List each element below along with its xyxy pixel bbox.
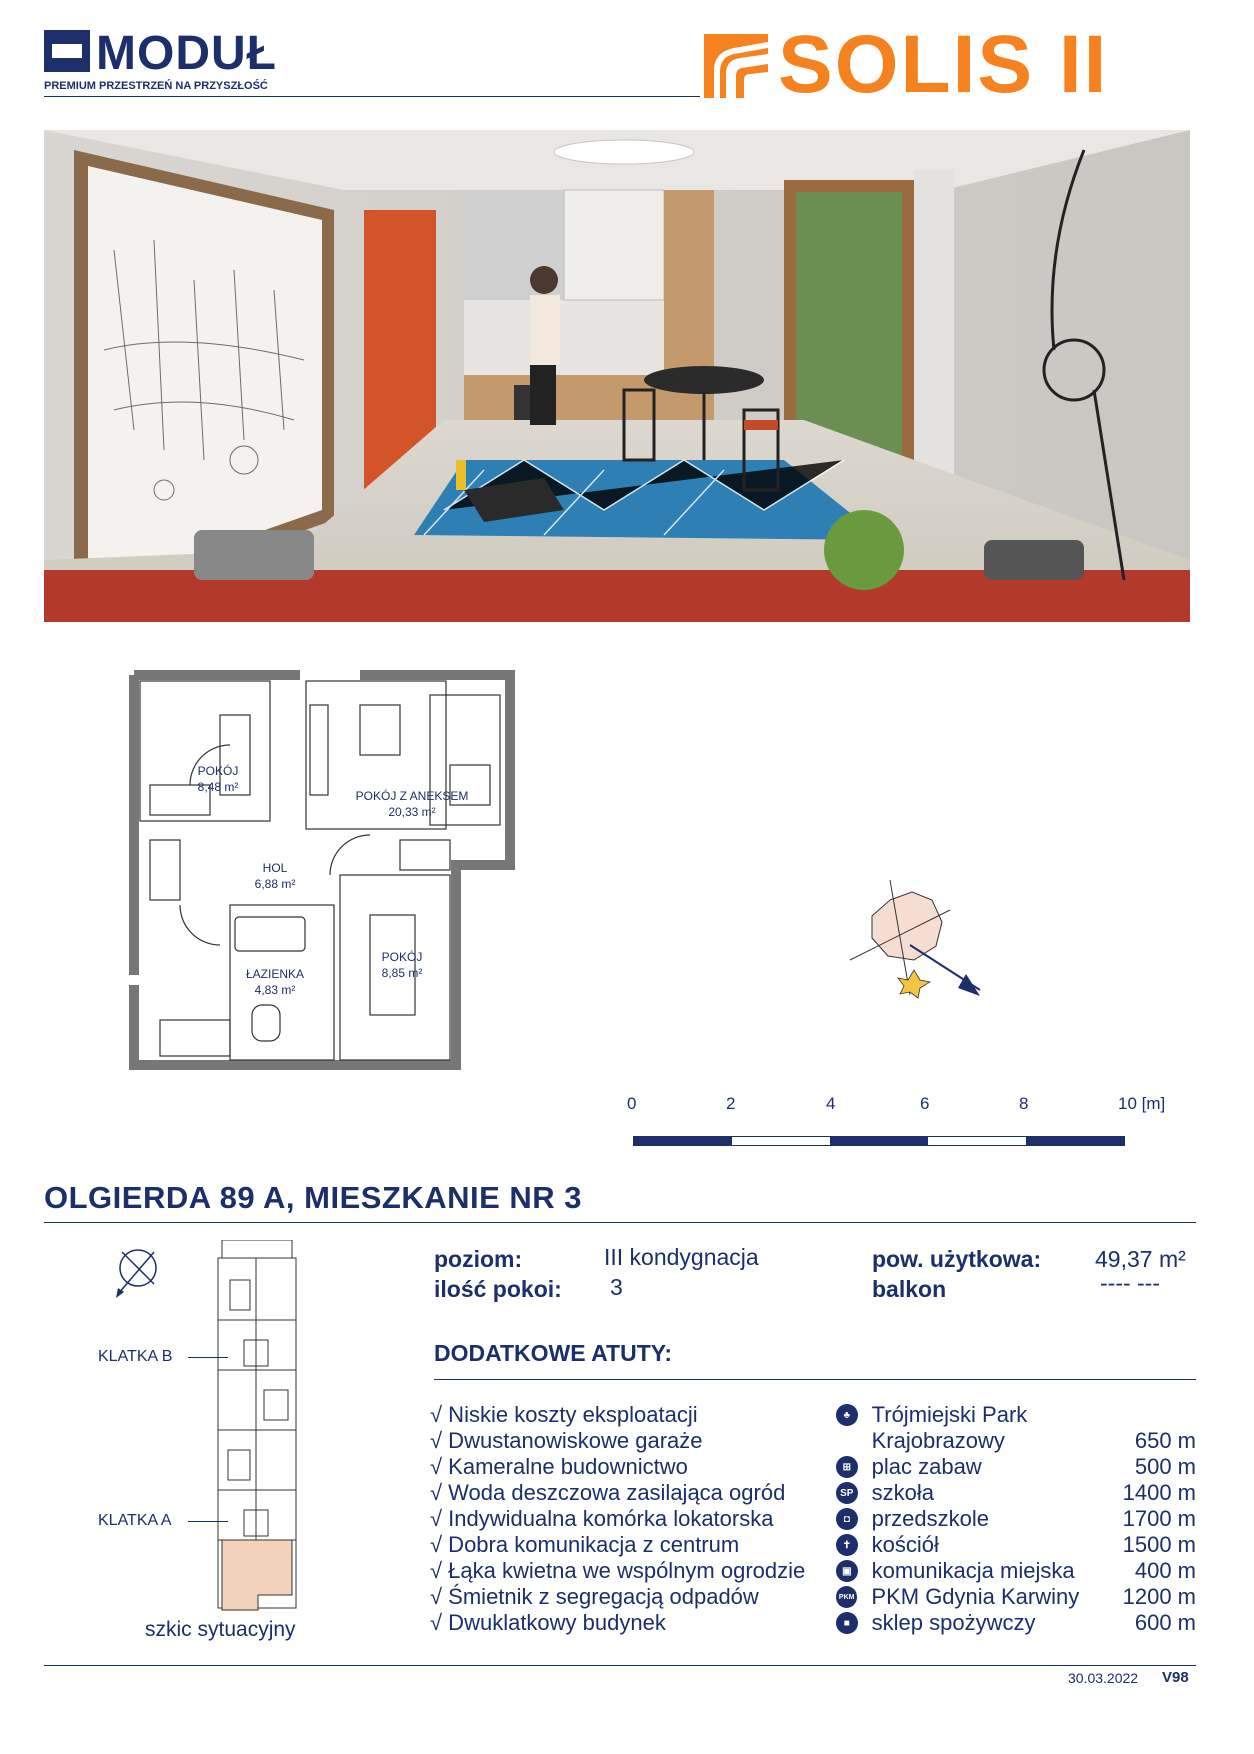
north-arrow-icon (112, 1244, 162, 1305)
pkm-icon: PKM (836, 1586, 857, 1608)
poi-name: sklep spożywczy (871, 1610, 1036, 1635)
header-divider (44, 96, 700, 97)
shop-icon: ■ (836, 1612, 858, 1634)
poi-row (836, 1402, 1196, 1428)
poi-name: Krajobrazowy (871, 1428, 1005, 1453)
attributes-title: DODATKOWE ATUTY: (434, 1340, 673, 1366)
attributes-divider (434, 1379, 1196, 1380)
bus-icon: ▣ (836, 1560, 858, 1582)
scale-tick-8: 8 (1019, 1094, 1029, 1113)
feature-item: √ Dobra komunikacja z centrum (430, 1532, 740, 1557)
feature-item: √ Łąka kwietna we wspólnym ogrodzie (430, 1558, 806, 1583)
poi-row (836, 1428, 1196, 1454)
floor-plan (120, 665, 520, 1130)
feature-item: √ Woda deszczowa zasilająca ogród (430, 1480, 786, 1505)
room-label-pokoj-1: POKÓJ (197, 764, 239, 778)
poi-row (836, 1584, 1196, 1610)
poi-distance: 1200 m (1122, 1584, 1196, 1609)
sketch-caption: szkic sytuacyjny (145, 1618, 296, 1641)
tree-icon: ♣ (836, 1404, 858, 1426)
poi-distance: 1500 m (1122, 1532, 1196, 1557)
features-list (430, 1402, 805, 1636)
document-version: V98 (1162, 1669, 1189, 1686)
interior-photo (44, 130, 1190, 622)
scale-tick-0: 0 (627, 1094, 637, 1113)
room-area-pokoj-z-aneksem: 20,33 m² (388, 805, 436, 819)
playground-icon: ⊞ (836, 1456, 858, 1478)
area-label: pow. użytkowa: (872, 1246, 1042, 1272)
poi-row (836, 1610, 1196, 1636)
room-label-pokoj-z-aneksem: POKÓJ Z ANEKSEM (355, 789, 469, 803)
poi-row (836, 1454, 1196, 1480)
sun-orientation-icon (830, 870, 990, 1025)
feature-item: √ Śmietnik z segregacją odpadów (430, 1584, 759, 1609)
church-icon: ✝ (836, 1534, 858, 1556)
poi-name: szkoła (871, 1480, 934, 1505)
room-area-lazienka: 4,83 m² (254, 983, 296, 997)
scale-bar (633, 1136, 1125, 1146)
poi-name: PKM Gdynia Karwiny (871, 1584, 1080, 1609)
room-area-hol: 6,88 m² (254, 877, 296, 891)
room-label-hol: HOL (262, 861, 288, 875)
room-label-lazienka: ŁAZIENKA (245, 967, 305, 981)
title-divider (44, 1222, 1196, 1223)
room-area-pokoj-1: 8,48 m² (197, 780, 239, 794)
school-icon: SP (836, 1482, 858, 1504)
poi-distance: 1700 m (1122, 1506, 1196, 1531)
poi-list (836, 1402, 1196, 1636)
poi-row (836, 1532, 1196, 1558)
poi-row (836, 1558, 1196, 1584)
scale-tick-4: 4 (826, 1094, 836, 1113)
listing-title: OLGIERDA 89 A, MIESZKANIE NR 3 (44, 1180, 583, 1215)
area-value: 49,37 m² (1095, 1246, 1186, 1272)
level-value: III kondygnacja (604, 1244, 759, 1270)
room-label-pokoj-2: POKÓJ (381, 950, 423, 964)
feature-item: √ Kameralne budownictwo (430, 1454, 688, 1479)
poi-row (836, 1506, 1196, 1532)
poi-name: przedszkole (871, 1506, 990, 1531)
poi-distance: 400 m (1134, 1558, 1196, 1583)
poi-name: kościół (871, 1532, 939, 1557)
poi-row (836, 1480, 1196, 1506)
footer-divider (44, 1665, 1196, 1666)
solis-logo-mark (704, 34, 768, 98)
developer-tagline: PREMIUM PRZESTRZEŃ NA PRZYSZŁOŚĆ (44, 80, 268, 92)
klatka-b-leader (188, 1357, 228, 1358)
balcony-label: balkon (872, 1276, 947, 1302)
developer-name: MODUŁ (96, 27, 277, 80)
feature-item: √ Dwuklatkowy budynek (430, 1610, 666, 1635)
feature-item: √ Dwustanowiskowe garaże (430, 1428, 703, 1453)
poi-distance: 1400 m (1122, 1480, 1196, 1505)
rooms-label: ilość pokoi: (434, 1276, 562, 1302)
klatka-a-leader (188, 1521, 228, 1522)
rooms-value: 3 (610, 1274, 623, 1300)
feature-item: √ Indywidualna komórka lokatorska (430, 1506, 774, 1531)
poi-distance: 500 m (1134, 1454, 1196, 1479)
scale-tick-6: 6 (920, 1094, 930, 1113)
klatka-a-label: KLATKA A (98, 1512, 172, 1529)
balcony-value: ---- --- (1100, 1270, 1161, 1296)
room-area-pokoj-2: 8,85 m² (381, 966, 423, 980)
site-plan-sketch (200, 1240, 310, 1625)
project-name: SOLIS II (778, 19, 1109, 110)
poi-distance: 650 m (1134, 1428, 1196, 1453)
feature-item: √ Niskie koszty eksploatacji (430, 1402, 698, 1427)
scale-tick-2: 2 (726, 1094, 736, 1113)
klatka-b-label: KLATKA B (98, 1348, 173, 1365)
level-label: poziom: (434, 1246, 523, 1272)
poi-name: plac zabaw (871, 1454, 982, 1479)
poi-name: Trójmiejski Park (871, 1402, 1028, 1427)
modul-logo-mark (44, 30, 90, 77)
poi-name: komunikacja miejska (871, 1558, 1075, 1583)
scale-tick-10: 10 [m] (1118, 1094, 1166, 1113)
document-date: 30.03.2022 (1068, 1670, 1139, 1686)
kindergarten-icon: ◘ (836, 1508, 858, 1530)
poi-distance: 600 m (1134, 1610, 1196, 1635)
